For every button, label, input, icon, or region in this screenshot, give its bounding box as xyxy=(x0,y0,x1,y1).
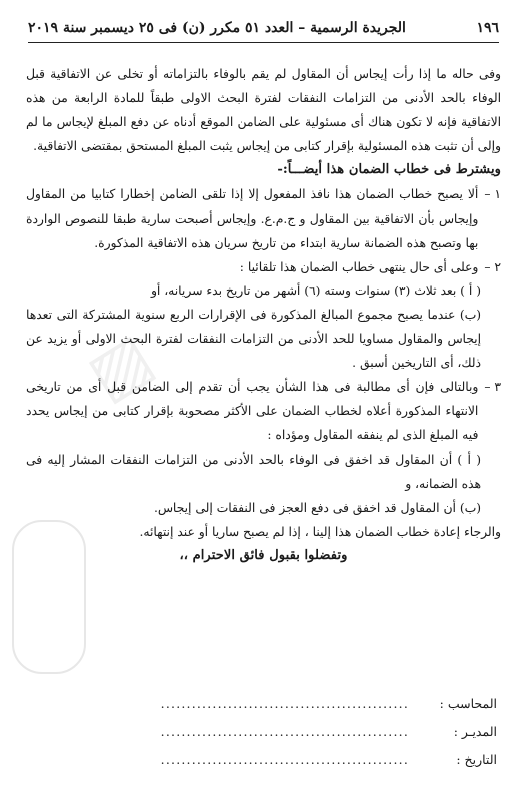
condition-heading: ويشترط فى خطاب الضمان هذا أيضـــاً:- xyxy=(277,162,501,178)
watermark-logo: ▨ xyxy=(74,319,166,415)
item-number: ٢ – xyxy=(484,259,501,274)
intro-paragraph: وفى حاله ما إذا رأت إيجاس أن المقاول لم يقم بالوفاء بالتزاماته أو تخلى عن الاتفاقية قبل الوفاء بالحد الأدنى من التزامات النفقات لفترة البحث الاولى طبقاً للمادة الرابعة من هذه الاتفاقية فإنه لا تكون هناك أى مسئولية على الضامن الموقع أدناه عن دفع المبلغ لإيجاس ما لم وإلى أن تثبت هذه المسئولية بإقرار كتابى من إيجاس يثبت المبلغ المستحق بمقتضى الاتفاقية. xyxy=(26,67,501,154)
list-item-1 xyxy=(26,182,501,254)
gazette-title: الجريدة الرسمية – العدد ٥١ مكرر (ن) فى ٢٥ ديسمبر سنة ٢٠١٩ xyxy=(28,20,406,36)
sub-item-2b: (ب) عندما يصبح مجموع المبالغ المذكورة فى الإقرارات الربع سنوية المشتركة التى تعدها إيجاس والمقاول مساويا للحد الأدنى من التزامات النفقات لفترة البحث الاولى أو يزيد عن ذلك، أى التاريخين أسبق . xyxy=(26,307,481,371)
signature-label: المديـر : xyxy=(453,724,497,739)
page-number: ١٩٦ xyxy=(476,20,499,36)
item-number: ١ – xyxy=(484,187,501,202)
item-number: ٣ – xyxy=(484,380,501,395)
signature-label: المحاسب : xyxy=(439,696,497,711)
list-item-2 xyxy=(26,255,501,279)
page-header xyxy=(28,20,499,43)
item-text: وعلى أى حال ينتهى خطاب الضمان هذا تلقائيا : xyxy=(239,259,479,274)
signature-label: التاريخ : xyxy=(456,752,497,767)
signature-line: ................................................ xyxy=(160,724,409,739)
signature-row-manager xyxy=(60,724,497,739)
document-body xyxy=(26,62,501,568)
signature-line: ................................................ xyxy=(160,696,409,711)
sub-item-2a: ( أ ) بعد ثلاث (٣) سنوات وسته (٦) أشهر من تاريخ بدء سريانه، أو xyxy=(150,283,481,298)
sub-item-3b: (ب) أن المقاول قد اخفق فى دفع العجز فى النفقات إلى إيجاس. xyxy=(153,500,481,515)
signature-row-accountant xyxy=(60,696,497,711)
signature-row-date xyxy=(60,752,497,767)
item-text: وبالتالى فإن أى مطالبة فى هذا الشأن يجب أن تقدم إلى الضامن قبل أى من تاريخى الانتهاء المذكورة أعلاه لخطاب الضمان على الأكثر مصحوبة بإقرار كتابى من إيجاس يحدد فيه المبلغ الذى لم ينفقه المقاول ومؤداه : xyxy=(26,380,479,443)
closing-line: وتفضلوا بقبول فائق الاحترام ،، xyxy=(179,547,348,563)
item-text: ألا يصبح خطاب الضمان هذا نافذ المفعول إلا إذا تلقى الضامن إخطارا كتابيا من المقاول وإيجاس بأن الاتفاقية بين المقاول و ج.م.ع. وإيجاس أصبحت سارية طبقا للنصوص الواردة بها وتصبح هذه الضمانة سارية ابتداء من تاريخ سريان هذه الاتفاقية المذكورة. xyxy=(26,187,479,250)
return-note: والرجاء إعادة خطاب الضمان هذا إلينا ، إذا لم يصبح ساريا أو عند إنتهائه. xyxy=(139,524,501,539)
list-item-3 xyxy=(26,375,501,447)
sub-item-3a: ( أ ) أن المقاول قد اخفق فى الوفاء بالحد الأدنى من التزامات النفقات المشار إليه فى هذه الضمانه، و xyxy=(26,452,481,491)
signature-line: ................................................ xyxy=(160,752,409,767)
